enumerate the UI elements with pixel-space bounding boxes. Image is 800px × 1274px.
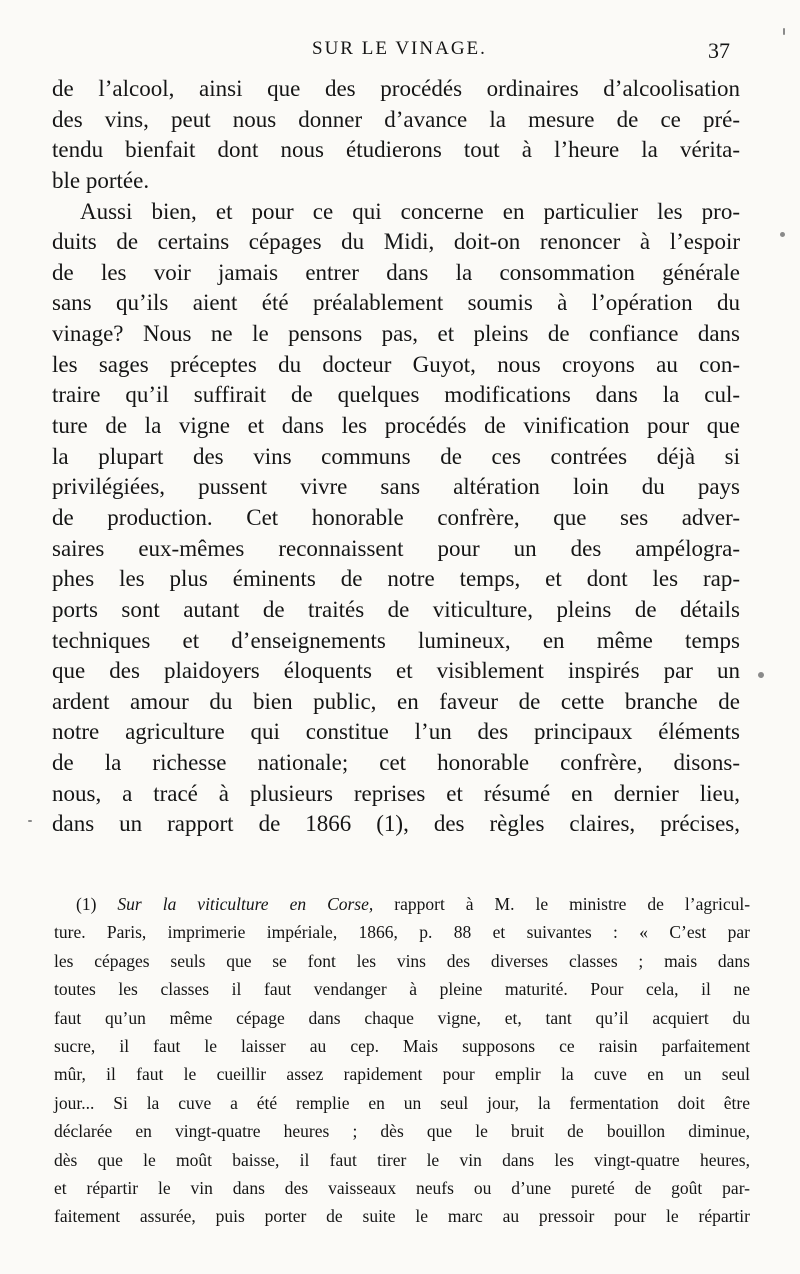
body-line: ports sont autant de traités de viticulture, pleins de détails	[52, 596, 740, 622]
body-line: ture de la vigne et dans les procédés de vinification pour que	[52, 413, 740, 439]
footnote-first-line	[54, 890, 750, 918]
footnote-line: et répartir le vin dans des vaisseaux neufs ou d’une pureté de goût par-	[54, 1177, 750, 1198]
page-number: 37	[708, 38, 730, 63]
paper-speck	[780, 232, 785, 237]
body-line: de l’alcool, ainsi que des procédés ordinaires d’alcoolisation	[52, 76, 740, 101]
body-line: privilégiées, pussent vivre sans altération loin du pays	[52, 474, 740, 500]
footnote-line: faut qu’un même cépage dans chaque vigne, et, tant qu’il acquiert du	[54, 1007, 750, 1028]
body-line: ble portée.	[52, 167, 150, 193]
body-line: de la richesse nationale; cet honorable confrère, disons-	[52, 750, 740, 776]
body-text	[52, 74, 740, 840]
body-line: dans un rapport de 1866 (1), des règles claires, précises,	[52, 811, 740, 837]
body-line: que des plaidoyers éloquents et visiblement inspirés par un	[52, 658, 740, 684]
body-line: des vins, peut nous donner d’avance la mesure de ce pré-	[52, 106, 740, 132]
footnote-line: mûr, il faut le cueillir assez rapidement pour emplir la cuve en un seul	[54, 1064, 750, 1085]
footnote-line: sucre, il faut le laisser au cep. Mais supposons ce raisin parfaitement	[54, 1035, 750, 1056]
body-line: saires eux-mêmes reconnaissent pour un des ampélogra-	[52, 535, 740, 561]
body-line: phes les plus éminents de notre temps, et dont les rap-	[52, 566, 740, 592]
paper-speck	[758, 672, 764, 678]
body-line: nous, a tracé à plusieurs reprises et résumé en dernier lieu,	[52, 780, 740, 806]
body-line: tendu bienfait dont nous étudierons tout à l’heure la vérita-	[52, 137, 740, 163]
footnote-title: Sur la viticulture en Corse,	[117, 894, 374, 914]
body-line: notre agriculture qui constitue l’un des principaux éléments	[52, 719, 740, 745]
footnote	[54, 890, 750, 1231]
footnote-line: dès que le moût baisse, il faut tirer le vin dans les vingt-quatre heures,	[54, 1149, 750, 1170]
body-line: Aussi bien, et pour ce qui concerne en particulier les pro-	[80, 198, 740, 224]
body-line: la plupart des vins communs de ces contrées déjà si	[52, 443, 740, 469]
footnote-line: jour... Si la cuve a été remplie en un seul jour, la fermentation doit être	[54, 1092, 750, 1113]
footnote-line: toutes les classes il faut vendanger à pleine maturité. Pour cela, il ne	[54, 979, 750, 1000]
body-line: vinage? Nous ne le pensons pas, et pleins de confiance dans	[52, 321, 740, 347]
footnote-line: les cépages seuls que se font les vins des diverses classes ; mais dans	[54, 950, 750, 971]
footnote-line: faitement assurée, puis porter de suite le marc au pressoir pour le répartir	[54, 1206, 750, 1227]
running-head: SUR LE VINAGE.	[312, 38, 487, 59]
paper-speck	[783, 28, 785, 35]
body-line: sans qu’ils aient été préalablement soumis à l’opération du	[52, 290, 740, 316]
footnote-line: ture. Paris, imprimerie impériale, 1866, p. 88 et suivantes : « C’est par	[54, 922, 750, 943]
paper-speck	[28, 820, 32, 822]
body-line: de production. Cet honorable confrère, que ses adver-	[52, 504, 740, 530]
footnote-marker: (1)	[76, 894, 97, 914]
body-line: traire qu’il suffirait de quelques modifications dans la cul-	[52, 382, 740, 408]
body-line: ardent amour du bien public, en faveur de cette branche de	[52, 688, 740, 714]
body-line: duits de certains cépages du Midi, doit-on renoncer à l’espoir	[52, 229, 740, 255]
footnote-first-line-rest: rapport à M. le ministre de l’agricul-	[394, 894, 751, 914]
body-line: techniques et d’enseignements lumineux, en même temps	[52, 627, 740, 653]
body-line: de les voir jamais entrer dans la consommation générale	[52, 259, 740, 285]
page-header	[0, 38, 800, 68]
body-line: les sages préceptes du docteur Guyot, nous croyons au con-	[52, 351, 740, 377]
footnote-line: déclarée en vingt-quatre heures ; dès que le bruit de bouillon diminue,	[54, 1121, 750, 1142]
